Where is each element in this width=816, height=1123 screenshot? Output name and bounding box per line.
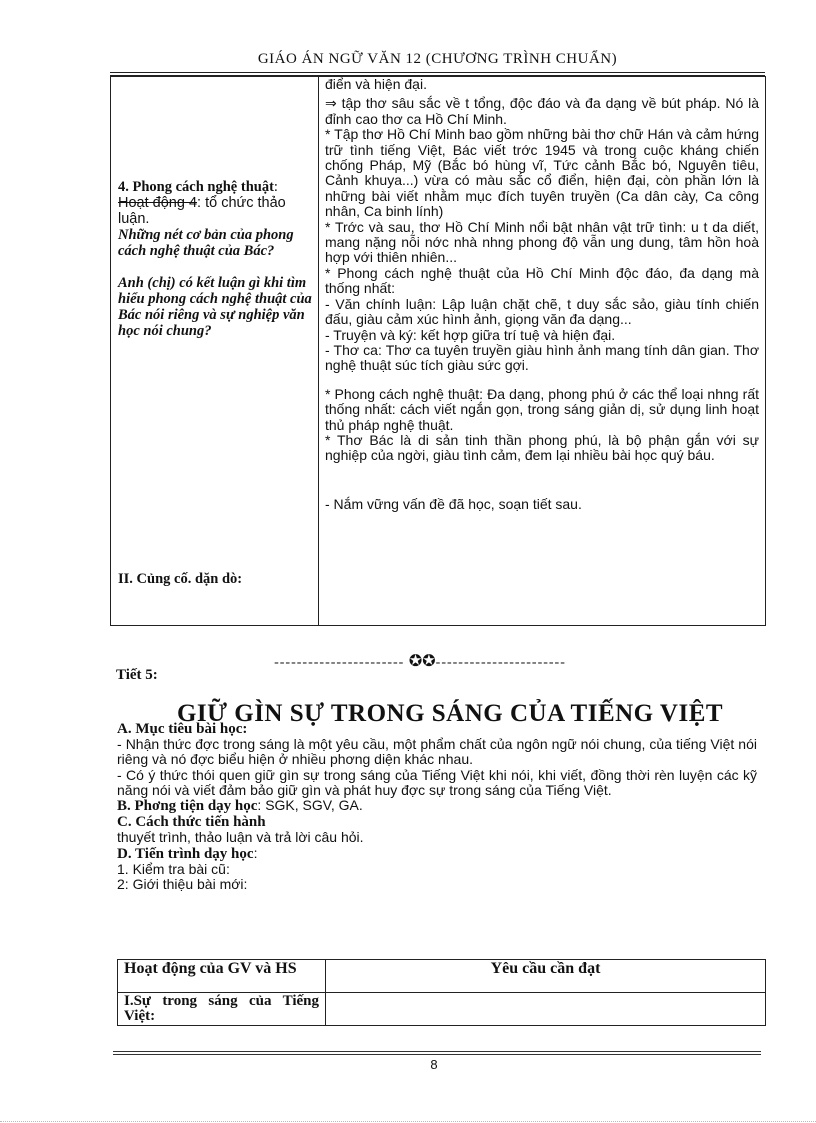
question-2: Anh (chị) có kết luận gì khi tìm hiểu phong cách nghệ thuật của Bác nói riêng và sự nghiệp văn học nói chung?: [118, 275, 312, 339]
req-line: ⇒ tập thơ sâu sắc về t tổng, độc đáo và đa dạng về bút pháp. Nó là đỉnh cao thơ ca Hồ Chí Minh.: [325, 95, 759, 127]
req-line: * Trớc và sau, thơ Hồ Chí Minh nổi bật nhân vật trữ tình: u t da diết, mang nặng nỗi nớc nhà nhng phong độ vẫn ung dung, tâm hồn hoà hợp với thiên nhiên...: [325, 218, 759, 266]
section-d-heading: D. Tiến trình dạy học:: [117, 844, 258, 862]
step-2: 2: Giới thiệu bài mới:: [117, 876, 248, 893]
req-line: - Thơ ca: Thơ ca tuyên truyền giàu hình ảnh mang tính dân gian. Thơ nghệ thuật súc tích giàu sức gợi.: [325, 341, 759, 374]
section-ii-heading: II. Củng cố. dặn dò:: [118, 571, 243, 587]
req-line: * Phong cách nghệ thuật: Đa dạng, phong phú ở các thể loại nhng rất thống nhất: cách viết ngắn gọn, trong sáng giản dị, sử dụng linh hoạt thủ pháp nghệ thuật.: [325, 385, 759, 433]
star-ornament-icon: ✪✪: [408, 651, 436, 670]
lesson-number: Tiết 5:: [116, 667, 158, 683]
footer-rule: [113, 1051, 761, 1052]
req-line: - Truyện và ký: kết hợp giữa trí tuệ và hiện đại.: [325, 326, 616, 343]
req-line: - Nắm vững vấn đề đã học, soạn tiết sau.: [325, 495, 582, 512]
section-4-heading: 4. Phong cách nghệ thuật:: [118, 179, 278, 195]
activity-4: Hoạt động 4: tổ chức thảo luận.: [118, 195, 286, 227]
requirements-column: [319, 77, 766, 626]
section-4-block: [118, 179, 313, 339]
question-1: Những nét cơ bản của phong cách nghệ thuật của Bác?: [118, 227, 294, 259]
req-line: điển và hiện đại.: [325, 76, 427, 92]
section-b: B. Phơng tiện dạy học: SGK, SGV, GA.: [117, 797, 363, 815]
page-number: 8: [430, 1057, 438, 1072]
header-rule: [110, 72, 765, 73]
table2-row1-requirements: [326, 993, 766, 1026]
req-line: * Thơ Bác là di sản tinh thần phong phú, là bộ phận gắn với sự nghiệp của ngời, giàu tình cảm, đem lại nhiều bài học quý báu.: [325, 431, 759, 464]
section-a-heading: A. Mục tiêu bài học:: [117, 721, 248, 737]
objective-1: - Nhận thức đợc trong sáng là một yêu cầu, một phẩm chất của ngôn ngữ nói chung, của tiếng Việt nói riêng và nó đợc biểu hiện ở nhiều phơng diện khác nhau.: [117, 736, 757, 768]
section-separator: ----------------------- ✪✪-----------------------: [274, 651, 566, 670]
lesson-title: GIỮ GÌN SỰ TRONG SÁNG CỦA TIẾNG VIỆT: [176, 700, 724, 727]
table2-header-activity: Hoạt động của GV và HS: [118, 960, 326, 993]
activity-4-label: Hoạt động 4: [118, 195, 198, 211]
activity-column: [111, 77, 319, 626]
req-line: * Phong cách nghệ thuật của Hồ Chí Minh độc đáo, đa dạng mà thống nhất:: [325, 264, 759, 297]
req-line: - Văn chính luận: Lập luận chặt chẽ, t duy sắc sảo, giàu tính chiến đấu, giàu cảm xúc hình ảnh, giọng văn đa dạng...: [325, 295, 759, 328]
page-bottom-border: [0, 1121, 816, 1122]
table2-row1-activity: I.Sự trong sáng của Tiếng Việt:: [118, 993, 326, 1026]
lesson-table-1: [110, 76, 766, 626]
section-c-heading: C. Cách thức tiến hành: [117, 814, 266, 831]
req-line: * Tập thơ Hồ Chí Minh bao gồm những bài thơ chữ Hán và cảm hứng trữ tình tiếng Việt, Bác viết trớc 1945 và trong cuộc kháng chiến chống Pháp, Mỹ (Bắc bó hùng vĩ, Tức cảnh Bắc bó, Nguyên tiêu, Cảnh khuya...) vừa có màu sắc cổ điển, hiện đại, còn phần lớn là những bài viết nhằm mục đích tuyên truyền (Ca dân cày, Ca công nhân, Ca binh lính): [325, 126, 759, 220]
lesson-body: [117, 722, 757, 892]
table2-header-requirements: Yêu cầu cần đạt: [326, 960, 766, 993]
lesson-table-2: [117, 959, 766, 1026]
step-1: 1. Kiểm tra bài cũ:: [117, 860, 230, 877]
page-header: GIÁO ÁN NGỮ VĂN 12 (CHƯƠNG TRÌNH CHUẨN): [257, 51, 618, 67]
objective-2: - Có ý thức thói quen giữ gìn sự trong sáng của Tiếng Việt khi nói, khi viết, đồng thời rèn luyện các kỹ năng nói và viết đảm bảo giữ gìn và phát huy đợc sự trong sáng của Tiếng Việt.: [117, 766, 757, 798]
footer-rule-thin: [113, 1054, 761, 1055]
section-c-text: thuyết trình, thảo luận và trả lời câu hỏi.: [117, 829, 364, 846]
